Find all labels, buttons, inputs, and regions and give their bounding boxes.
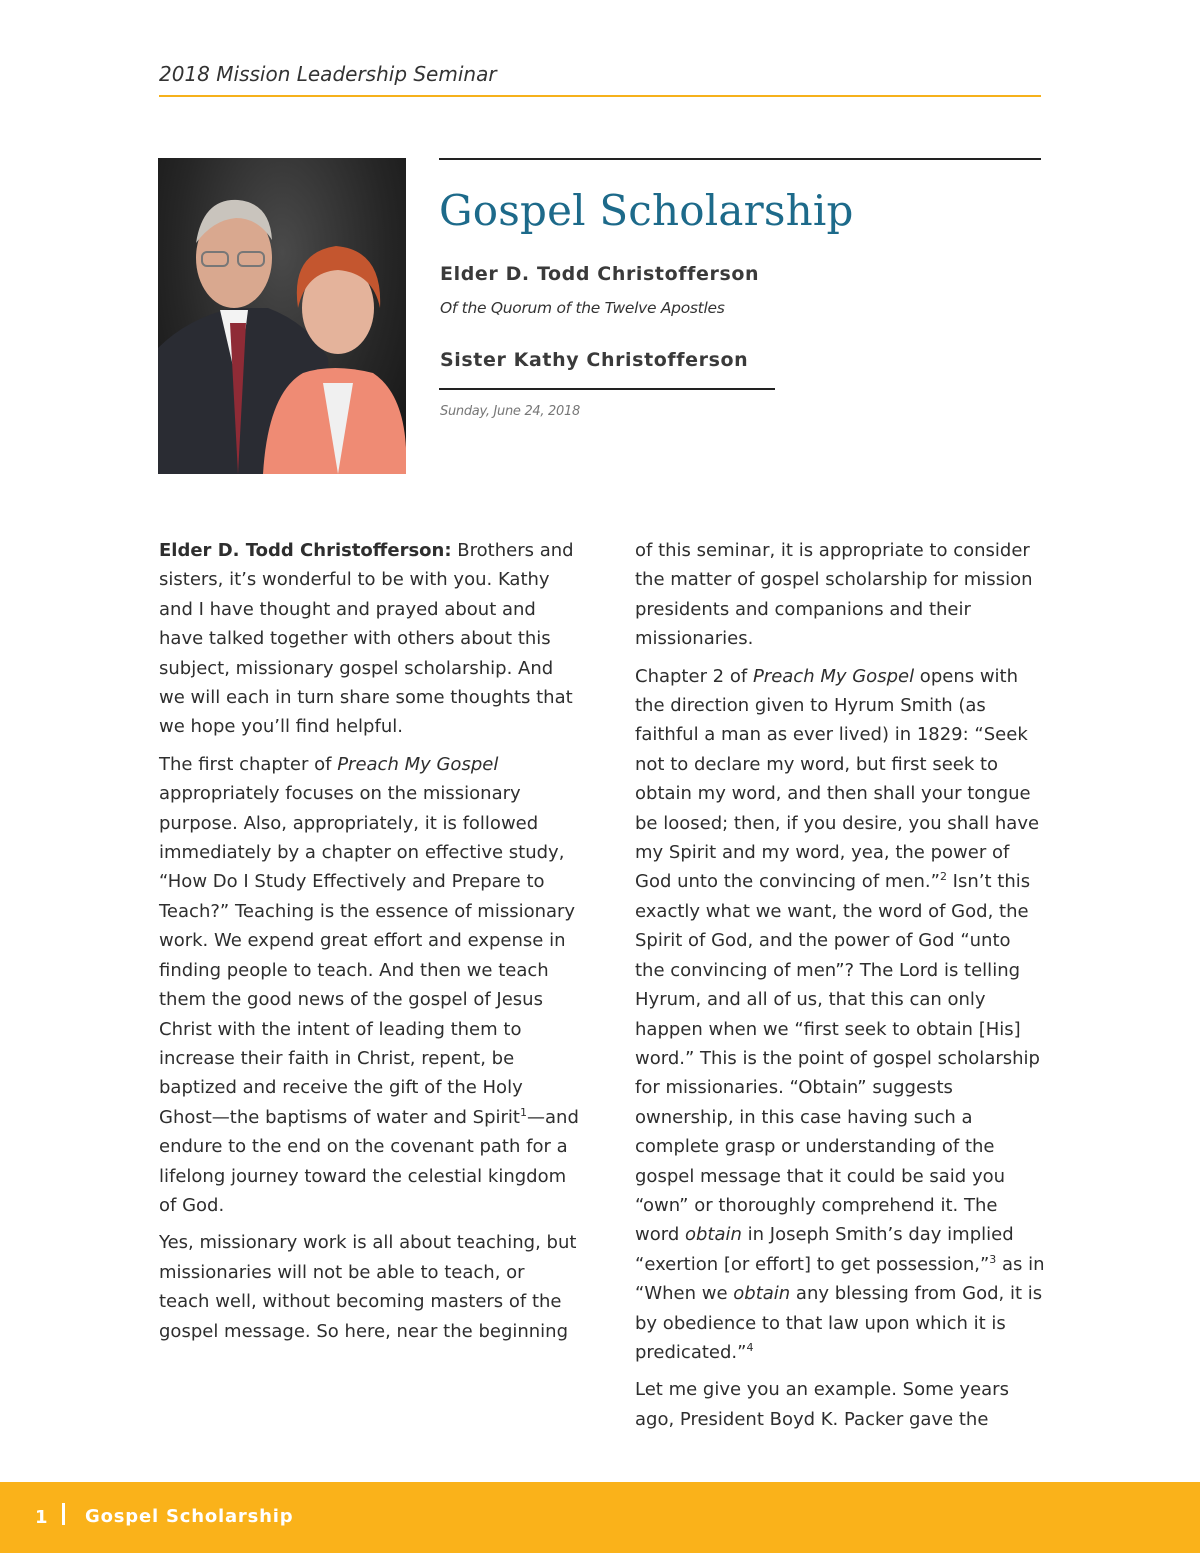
paragraph-text: of this seminar, it is appropriate to consider the matter of gospel scholarship for mission presidents and companions and their missionaries. — [635, 540, 1033, 650]
paragraph-text: Brothers and sisters, it’s wonderful to be with you. Kathy and I have thought and prayed about and have talked together with others about this subject, missionary gospel scholarship. And we will each in turn share some thoughts that we hope you’ll find helpful. — [159, 540, 574, 738]
title-rule-bottom — [439, 388, 775, 390]
paragraph-text: appropriately focuses on the missionary purpose. Also, appropriately, it is followed immediately by a chapter on effective study, “How Do I Study Effectively and Prepare to Teach?” Teaching is the essence of missionary work. We expend great effort and expense in finding people to teach. And then we teach them the good news of the gospel of Jesus Christ with the intent of leading them to increase their faith in Christ, repent, be baptized and receive the gift of the Holy Ghost—the baptisms of water and Spirit — [159, 783, 576, 1128]
paragraph-4 — [635, 662, 1045, 1368]
speaker-label: Elder D. Todd Christofferson: — [159, 540, 452, 561]
body-column-right — [635, 536, 1045, 1442]
paragraph-1 — [159, 536, 579, 742]
emphasis-word: obtain — [684, 1224, 742, 1246]
speaker-name-2: Sister Kathy Christofferson — [440, 349, 749, 371]
paragraph-5 — [635, 1375, 1045, 1434]
page-number: 1 — [35, 1507, 48, 1528]
portrait-illustration — [158, 158, 406, 474]
footnote-ref[interactable]: 1 — [520, 1105, 527, 1119]
emphasis-word: obtain — [733, 1283, 791, 1305]
paragraph-text: Chapter 2 of — [635, 665, 753, 687]
paragraph-text: Isn’t this exactly what we want, the word of God, the Spirit of God, and the power of God “unto the convincing of men”? The Lord is telling Hyrum, and all of us, that this can only happen when we “first seek to obtain [His] word.” This is the point of gospel scholarship for missionaries. “Obtain” suggests ownership, in this case having such a complete grasp or understanding of the gospel message that it could be said you “own” or thoroughly comprehend it. The word — [635, 871, 1040, 1246]
talk-date: Sunday, June 24, 2018 — [440, 404, 580, 419]
book-title: Preach My Gospel — [752, 665, 915, 687]
paragraph-2 — [159, 750, 579, 1221]
book-title: Preach My Gospel — [337, 753, 499, 775]
speaker-name-1: Elder D. Todd Christofferson — [440, 263, 760, 285]
paragraph-text: as in “When we — [635, 1253, 1045, 1305]
paragraph-3 — [159, 1228, 579, 1346]
footnote-ref[interactable]: 2 — [939, 870, 947, 884]
paragraph-text: The first chapter of — [159, 753, 338, 775]
portrait-photo — [158, 158, 406, 474]
paragraph-text: in Joseph Smith’s day implied “exertion [or effort] to get possession,” — [635, 1224, 1014, 1275]
header-rule — [159, 95, 1041, 97]
running-header: 2018 Mission Leadership Seminar — [159, 62, 497, 86]
page-title: Gospel Scholarship — [439, 186, 854, 235]
footer-bar — [0, 1482, 1200, 1553]
footer-title: Gospel Scholarship — [85, 1506, 294, 1527]
paragraph-text: —and endure to the end on the covenant path for a lifelong journey toward the celestial kingdom of God. — [159, 1106, 579, 1216]
paragraph-text: Let me give you an example. Some years ago, President Boyd K. Packer gave the — [635, 1379, 1009, 1430]
title-rule-top — [439, 158, 1041, 160]
paragraph-3-continued — [635, 536, 1045, 654]
paragraph-text: any blessing from God, it is by obedience to that law upon which it is predicated.” — [635, 1283, 1043, 1363]
footnote-ref[interactable]: 4 — [746, 1340, 754, 1354]
body-column-left — [159, 536, 579, 1354]
footer-divider — [62, 1503, 65, 1525]
paragraph-text: opens with the direction given to Hyrum Smith (as faithful a man as ever lived) in 1829: “Seek not to declare my word, but first seek to obtain my word, and then shall your tongue be loosed; then, if you desire, you shall have my Spirit and my word, yea, the power of God unto the convincing of men.” — [635, 665, 1040, 893]
footnote-ref[interactable]: 3 — [989, 1252, 997, 1266]
speaker-role-1: Of the Quorum of the Twelve Apostles — [440, 299, 725, 317]
paragraph-text: Yes, missionary work is all about teaching, but missionaries will not be able to teach, or teach well, without becoming masters of the gospel message. So here, near the beginning — [159, 1232, 577, 1342]
